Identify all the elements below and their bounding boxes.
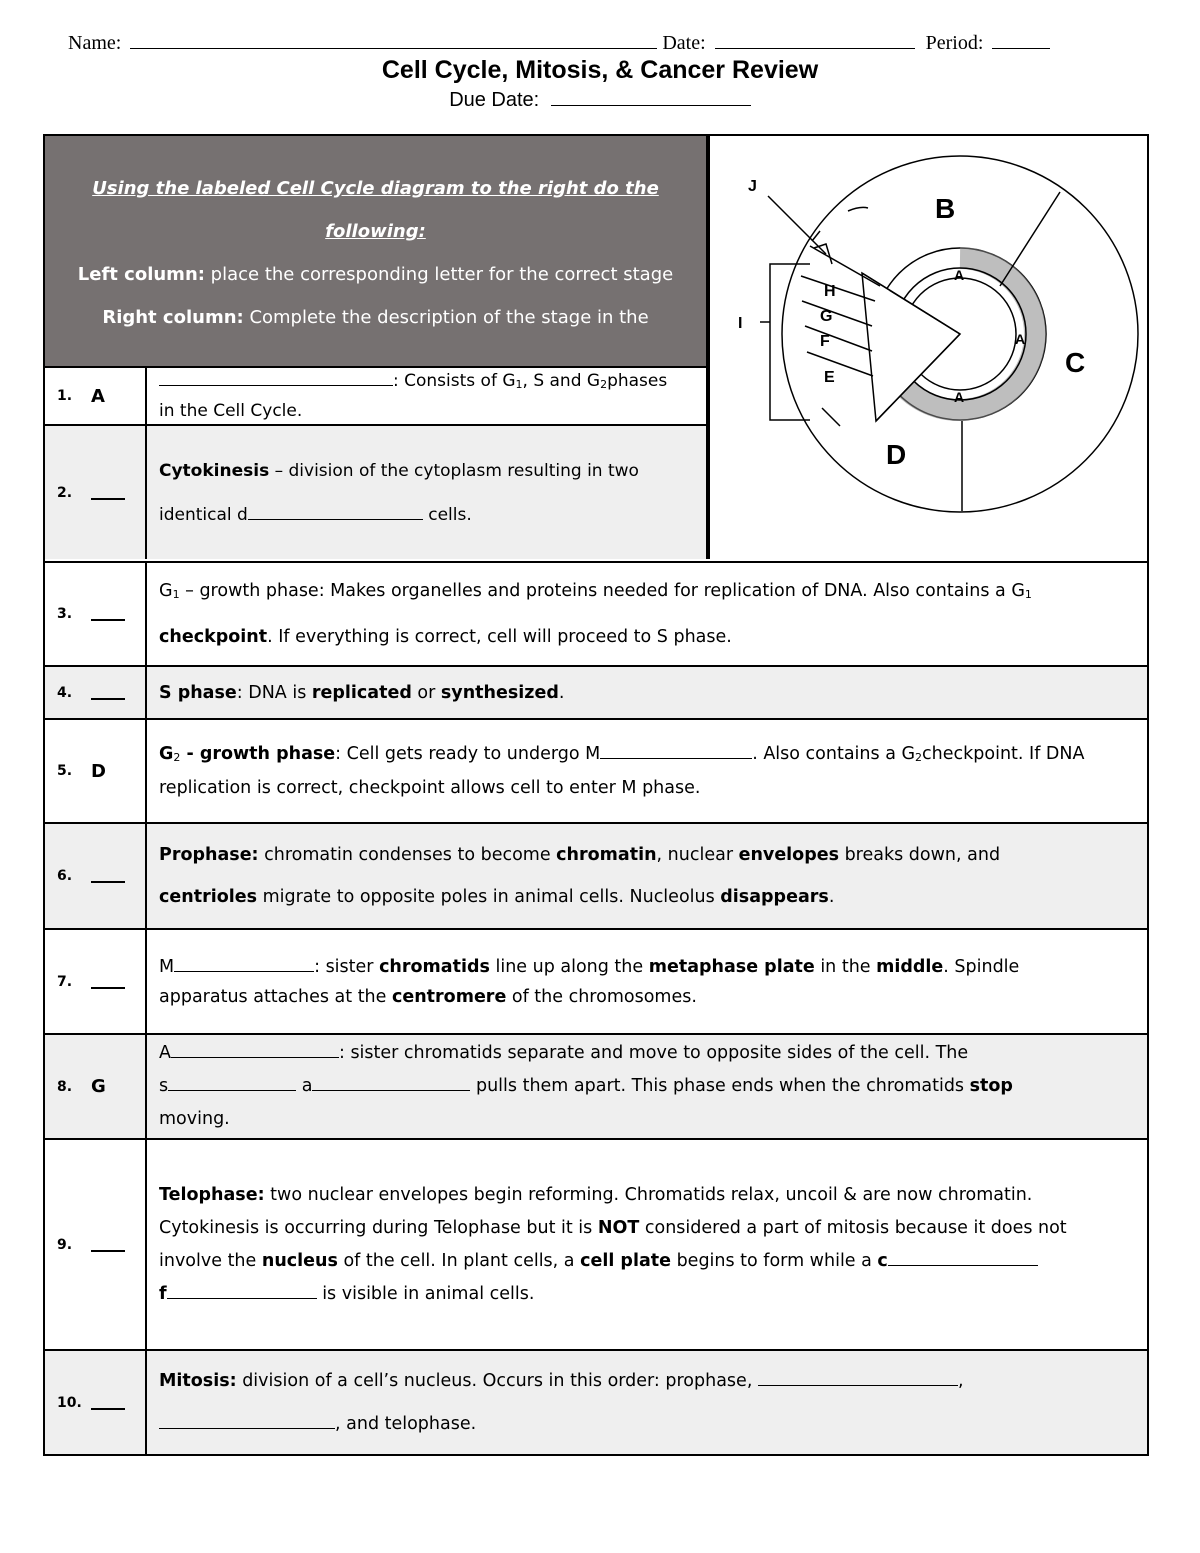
review-table [43,134,1149,1456]
answer-blank-7[interactable] [91,977,125,989]
row-number-cell: 5. D [45,720,147,822]
answer-8[interactable]: G [91,1076,106,1097]
row-description: Mitosis: division of a cell’s nucleus. Occurs in this order: prophase, , , and telophase. [159,1370,964,1434]
top-rows [45,368,708,559]
instructions-box [45,136,708,368]
answer-blank-2[interactable] [91,488,125,500]
row-description: $G_1$ – growth phase: Makes organelles and proteins needed for replication of DNA. Also contains a $G_1$ checkpoint. If everything is correct, cell will proceed to S phase. [159,580,1032,647]
cell-cycle-diagram [708,136,1147,559]
instructions-heading-line1: Using the labeled Cell Cycle diagram to the right do the [92,178,659,199]
diagram-label-j: J [748,178,757,195]
row-description: A : sister chromatids separate and move to opposite sides of the cell. The s a pulls them apart. This phase ends when the chromatids stop moving. [159,1043,1013,1129]
table-row-10 [45,1351,1147,1454]
diagram-label-c: C [1065,347,1086,378]
date-blank[interactable] [715,30,915,49]
cell-cycle-svg [710,136,1147,559]
row-description: : Consists of $G_1$, S and $G_2phases$ in the Cell Cycle. [159,371,668,421]
table-row-8 [45,1035,1147,1140]
row-description: Prophase: chromatin condenses to become chromatin, nuclear envelopes breaks down, and centrioles migrate to opposite poles in animal cells. Nucleolus disappears. [159,845,1001,907]
table-row-4 [45,667,1147,720]
row-number-cell: 1. A [45,368,147,424]
diagram-label-a-top: A [954,267,965,283]
answer-1[interactable]: A [91,385,105,407]
table-row-9 [45,1140,1147,1351]
row-description: Cytokinesis – division of the cytoplasm resulting in two identical d cells. [159,460,639,525]
row-number-cell: 3. [45,563,147,665]
row-description: M : sister chromatids line up along the metaphase plate in the middle. Spindle apparatus attaches at the centromere of the chromosomes. [159,956,1020,1007]
diagram-label-g: G [820,308,833,325]
diagram-label-f: F [820,333,830,350]
fill-in-blank[interactable] [159,1413,335,1429]
date-label: Date: [662,32,706,54]
due-date-label: Due Date: [449,89,540,111]
name-label: Name: [68,32,122,54]
due-date-line [0,89,1200,112]
row-number-cell: 4. [45,667,147,718]
answer-blank-10[interactable] [91,1398,125,1410]
row-number-cell: 10. [45,1351,147,1454]
period-label: Period: [925,32,984,54]
instructions-right-column: Right column: Complete the description of the stage in the [102,307,649,328]
fill-in-blank[interactable] [248,504,423,520]
due-date-blank[interactable] [551,91,751,106]
name-blank[interactable] [130,30,657,49]
table-row-2 [45,426,708,559]
row-number-cell: 6. [45,824,147,928]
diagram-label-h: H [824,283,836,300]
table-row-7 [45,930,1147,1035]
period-blank[interactable] [992,30,1050,49]
row-number-cell: 8. G [45,1035,147,1138]
table-row-5 [45,720,1147,824]
row-number-cell: 7. [45,930,147,1033]
fill-in-blank[interactable] [167,1283,317,1299]
page-title: Cell Cycle, Mitosis, & Cancer Review [381,56,819,84]
diagram-label-b: B [935,193,956,224]
fill-in-blank[interactable] [888,1250,1038,1266]
fill-in-blank[interactable] [758,1370,958,1386]
diagram-label-i: I [738,315,743,332]
row-number-cell: 9. [45,1140,147,1349]
top-section [45,136,1147,563]
fill-in-blank[interactable] [600,743,752,759]
fill-in-blank[interactable] [174,956,314,972]
diagram-label-d: D [886,439,907,470]
answer-blank-9[interactable] [91,1240,125,1252]
name-date-period-line [68,30,1068,55]
answer-blank-6[interactable] [91,871,125,883]
fill-in-blank[interactable] [171,1042,339,1058]
table-row-3 [45,563,1147,667]
row-description: S phase: DNA is replicated or synthesized. [159,682,565,703]
diagram-label-e: E [824,369,835,386]
instructions-left-column: Left column: place the corresponding letter for the correct stage [77,264,674,285]
fill-in-blank[interactable] [159,370,393,386]
instructions-heading-line2: following: [325,221,426,242]
row-number-cell: 2. [45,426,147,559]
fill-in-blank[interactable] [168,1075,296,1091]
table-row-6 [45,824,1147,930]
answer-5[interactable]: D [91,760,106,782]
row-description: $G_2$ - growth phase: Cell gets ready to undergo M . Also contains a $G_2checkpoint$. If DNA replication is correct, checkpoint allows cell to enter M phase. [159,744,1085,798]
diagram-label-a-bottom: A [954,389,965,405]
diagram-label-a-right: A [1015,331,1026,347]
answer-blank-3[interactable] [91,609,125,621]
table-row-1 [45,368,708,426]
fill-in-blank[interactable] [312,1075,470,1091]
answer-blank-4[interactable] [91,688,125,700]
row-description: Telophase: two nuclear envelopes begin reforming. Chromatids relax, uncoil & are now chromatin. Cytokinesis is occurring during Telophase but it is NOT considered a part of mitosis because it does not involve the nucleus of the cell. In plant cells, a cell plate begins to form while a c f is visible in animal cells. [159,1184,1067,1304]
